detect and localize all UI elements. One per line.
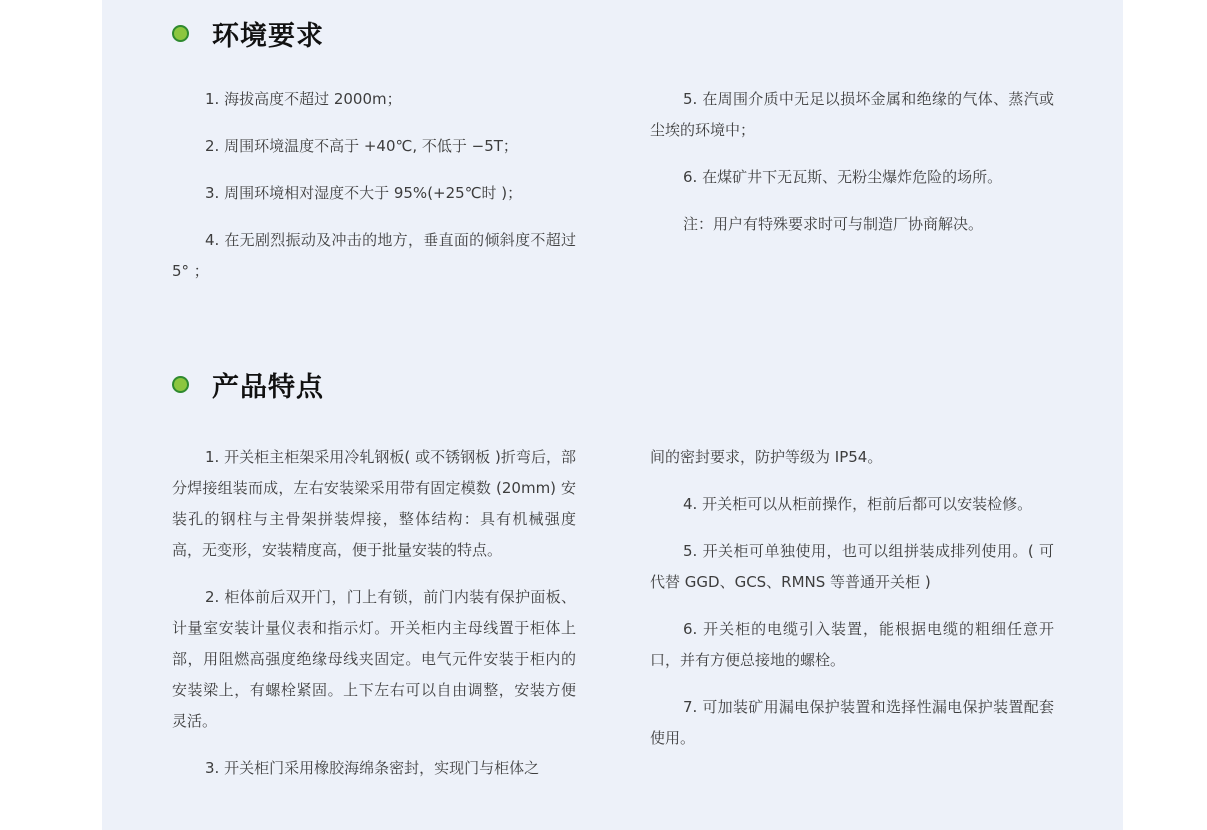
environment-right-column <box>650 84 1054 256</box>
paragraph: 2. 周围环境温度不高于 +40℃, 不低于 −5T； <box>205 137 518 155</box>
paragraph: 5. 在周围介质中无足以损坏金属和绝缘的气体、蒸汽或尘埃的环境中； <box>650 90 1054 139</box>
paragraph: 间的密封要求，防护等级为 IP54。 <box>650 448 883 466</box>
paragraph: 7. 可加装矿用漏电保护装置和选择性漏电保护装置配套使用。 <box>650 698 1054 747</box>
paragraph: 4. 在无剧烈振动及冲击的地方，垂直面的倾斜度不超过 5° ； <box>172 231 576 280</box>
paragraph: 3. 周围环境相对湿度不大于 95%(+25℃时 )； <box>205 184 523 202</box>
paragraph: 1. 海拔高度不超过 2000m； <box>205 90 402 108</box>
green-dot-icon <box>172 376 189 393</box>
paragraph: 6. 开关柜的电缆引入装置，能根据电缆的粗细任意开口，并有方便总接地的螺栓。 <box>650 620 1054 669</box>
paragraph: 4. 开关柜可以从柜前操作，柜前后都可以安装检修。 <box>683 495 1033 513</box>
environment-left-column <box>172 84 576 303</box>
paragraph: 注：用户有特殊要求时可与制造厂协商解决。 <box>683 215 984 233</box>
paragraph: 2. 柜体前后双开门，门上有锁，前门内装有保护面板、计量室安装计量仪表和指示灯。开关柜内主母线置于柜体上部，用阻燃高强度绝缘母线夹固定。电气元件安装于柜内的安装梁上，有螺栓紧固。上下左右可以自由调整，安装方便灵活。 <box>172 588 576 730</box>
features-left-column <box>172 442 576 800</box>
section-title: 环境要求 <box>212 20 324 52</box>
section-header-environment <box>172 16 324 50</box>
paragraph: 5. 开关柜可单独使用，也可以组拼装成排列使用。( 可代替 GGD、GCS、RMNS 等普通开关柜 ) <box>650 542 1054 591</box>
green-dot-icon <box>172 25 189 42</box>
section-title: 产品特点 <box>212 371 324 403</box>
paragraph: 6. 在煤矿井下无瓦斯、无粉尘爆炸危险的场所。 <box>683 168 1003 186</box>
features-right-column <box>650 442 1054 770</box>
paragraph: 3. 开关柜门采用橡胶海绵条密封，实现门与柜体之 <box>205 759 540 777</box>
section-header-features <box>172 367 324 401</box>
paragraph: 1. 开关柜主柜架采用冷轧钢板( 或不锈钢板 )折弯后，部分焊接组装而成，左右安装梁采用带有固定模数 (20mm) 安装孔的钢柱与主骨架拼装焊接，整体结构：具有机械强度高，无变形，安装精度高，便于批量安装的特点。 <box>172 448 576 559</box>
